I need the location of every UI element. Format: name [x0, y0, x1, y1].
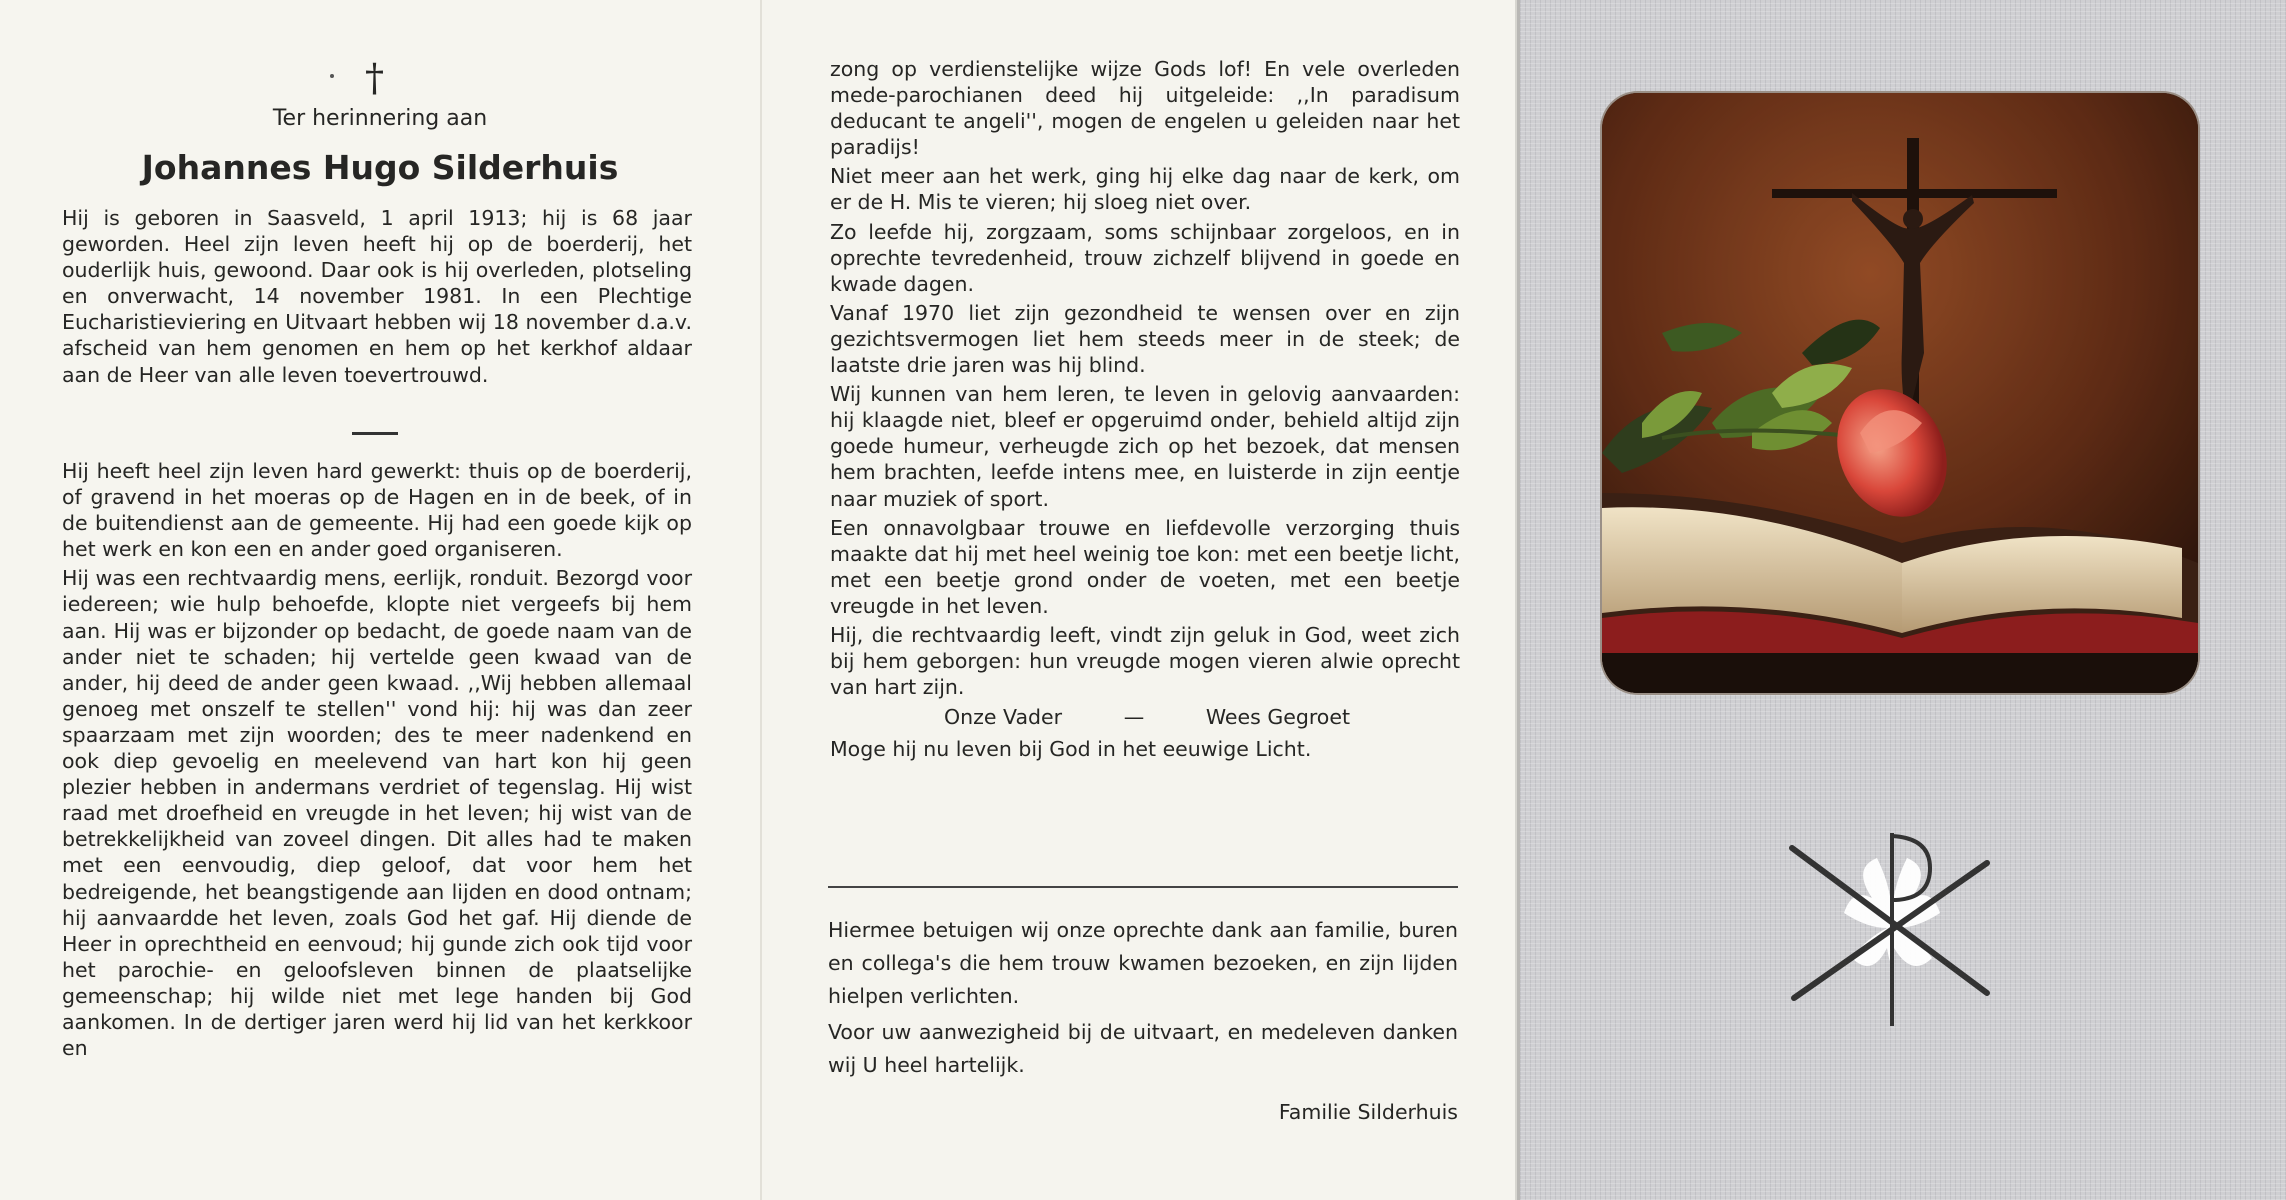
- photo-illustration: [1602, 93, 2198, 693]
- bio-top: [62, 205, 692, 391]
- cross-icon: †: [365, 56, 384, 100]
- chi-stroke: [1792, 848, 1987, 993]
- intro-text: Ter herinnering aan: [272, 106, 488, 131]
- prayer-our-father: Onze Vader: [944, 705, 1063, 730]
- bio-paragraph: Hij was een rechtvaardig mens, eerlijk, ronduit. Bezorgd voor iedereen; wie hulp behoefde, klopte niet vergeefs bij hem aan. Hij was er bijzonder op bedacht, de goede naam van de ander niet te schaden; hij vertelde geen kwaad van de ander, hij deed de ander geen kwaad. ,,Wij hebben allemaal genoeg met onszelf te stellen'' vond hij: hij was dan zeer spaarzaam met zijn woorden; des te meer nadenkend en ook diep gevoelig en meelevend van hart kon hij geen plezier hebben in andermans verdriet of tegenslag. Hij wist raad met droefheid en vreugde in het leven; hij wist van de betrekkelijkheid van zoveel dingen. Dit alles had te maken met een eenvoudig, diep geloof, dat voor hem het bedreigende, het beangstigende aan lijden en dood ontnam; hij aanvaardde het leven, zoals God het gaf. Hij diende de Heer in oprechtheid en eenvoud; hij gunde zich ook tijd voor het parochie- en geloofsleven binnen de plaatselijke gemeenschap; hij wilde niet met lege handen bij God aankomen. In de dertiger jaren werd hij lid van het kerkkoor en: [62, 566, 692, 1061]
- corpus-head: [1903, 209, 1923, 229]
- thanks-paragraph: Hiermee betuigen wij onze oprechte dank aan familie, buren en collega's die hem trouw kwamen bezoeken, en zijn lijden hielpen verlichten.: [828, 918, 1458, 1008]
- chi-rho-icon: [1782, 828, 2002, 1028]
- bio-continued: [830, 56, 1460, 765]
- bio-paragraph: Zo leefde hij, zorgzaam, soms schijnbaar zorgeloos, en in oprechte tevredenheid, trouw zichzelf blijvend in goede en kwade dagen.: [830, 219, 1460, 296]
- prayer-dash: —: [1123, 705, 1145, 730]
- left-page: [0, 0, 760, 1200]
- crucifix-rose-bible-photo: [1602, 93, 2198, 693]
- closing-blessing: Moge hij nu leven bij God in het eeuwige Licht.: [830, 737, 1312, 762]
- deceased-name: Johannes Hugo Silderhuis: [141, 148, 619, 187]
- bio-main: [62, 458, 692, 1064]
- bio-paragraph: Hij is geboren in Saasveld, 1 april 1913; hij is 68 jaar geworden. Heel zijn leven heeft hij op de boerderij, het ouderlijk huis, gewoond. Daar ook is hij overleden, plotseling en onverwacht, 14 november 1981. In een Plechtige Eucharistieviering en Uitvaart hebben wij 18 november d.a.v. afscheid van hem genomen en hem op het kerkhof aldaar aan de Heer van alle leven toevertrouwd.: [62, 206, 692, 387]
- thanks-divider: [828, 886, 1458, 888]
- bio-paragraph: Wij kunnen van hem leren, te leven in gelovig aanvaarden: hij klaagde niet, bleef er opgeruimd onder, behield altijd zijn goede humeur, verheugde zich op het bezoek, dat mensen hem brachten, leefde intens mee, en luisterde in zijn eentje naar muziek of sport.: [830, 382, 1460, 511]
- prayer-line: [830, 704, 1460, 730]
- bio-paragraph: Een onnavolgbaar trouwe en liefdevolle verzorging thuis maakte dat hij met heel weinig toe kon: met een beetje licht, met een beetje grond onder de voeten, met een beetje vreugde in het leven.: [830, 515, 1460, 618]
- bio-paragraph: Hij heeft heel zijn leven hard gewerkt: thuis op de boerderij, of gravend in het moeras op de Hagen en in de beek, of in de buitendienst aan de gemeente. Hij had een goede kijk op het werk en kon een en ander goed organiseren.: [62, 459, 692, 562]
- bio-paragraph: Niet meer aan het werk, ging hij elke dag naar de kerk, om er de H. Mis te vieren; hij sloeg niet over.: [830, 164, 1460, 215]
- bio-paragraph: Hij, die rechtvaardig leeft, vindt zijn geluk in God, weet zich bij hem geborgen: hun vreugde mogen vieren alwie oprecht van hart zijn.: [830, 622, 1460, 700]
- bio-paragraph: zong op verdienstelijke wijze Gods lof! En vele overleden mede-parochianen deed hij uitgeleide: ,,In paradisum deducant te angeli'', mogen de engelen u geleiden naar het paradijs!: [830, 57, 1460, 160]
- crucifix-beam: [1772, 189, 2057, 198]
- section-divider: [352, 432, 398, 435]
- ink-dot: [330, 74, 334, 78]
- thanks-section: [828, 914, 1458, 1129]
- bio-paragraph: Vanaf 1970 liet zijn gezondheid te wensen over en zijn gezichtsvermogen liet hem steeds meer in de steek; de laatste drie jaren was hij blind.: [830, 300, 1460, 378]
- prayer-hail-mary: Wees Gegroet: [1205, 705, 1350, 730]
- thanks-paragraph: Voor uw aanwezigheid bij de uitvaart, en medeleven danken wij U heel hartelijk.: [828, 1020, 1458, 1077]
- family-signature: Familie Silderhuis: [1278, 1100, 1458, 1124]
